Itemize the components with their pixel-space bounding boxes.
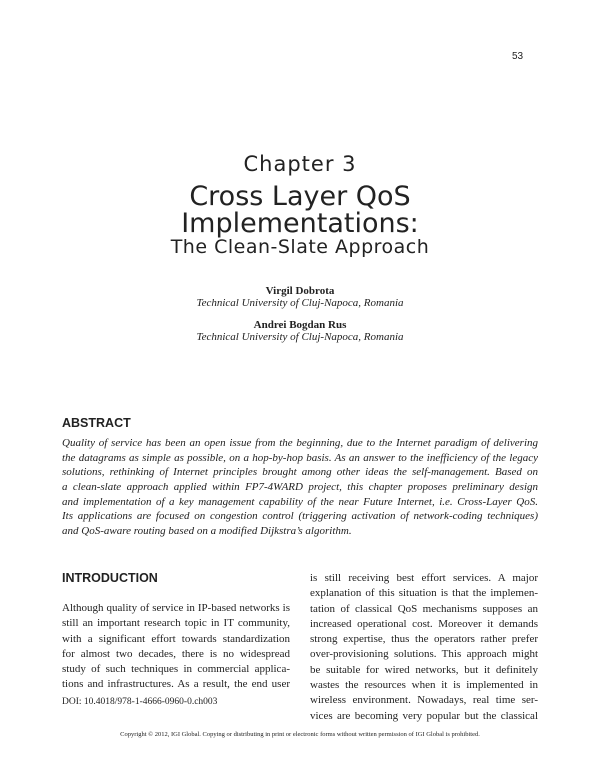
body-line: wastes the resources when it is implemented in (310, 679, 538, 692)
chapter-subtitle: The Clean-Slate Approach (170, 236, 430, 258)
abstract-line: and implementation of a key management capability of the near Future Internet, i.e. Cross-Layer QoS. (62, 495, 538, 508)
body-line: for almost two decades, there is no widespread (62, 647, 290, 660)
abstract-line: a clean-slate approach applied within FP7-4WARD project, this chapter proposes preliminary design (62, 481, 538, 494)
author-name: Andrei Bogdan Rus (253, 319, 347, 331)
body-line: Although quality of service in IP-based networks is (62, 602, 290, 614)
body-line: be suitable for wired networks, but it definitely (310, 663, 538, 676)
introduction-right-column (310, 571, 538, 724)
body-line: tation of classical QoS mechanisms supposes an (310, 602, 538, 615)
abstract-heading: ABSTRACT (62, 416, 131, 430)
chapter-title (0, 183, 600, 237)
chapter-label: Chapter 3 (243, 152, 357, 176)
title-line: Cross Layer QoS (189, 181, 411, 212)
body-line: increased operational cost. Moreover it demands (310, 617, 538, 630)
introduction-heading: INTRODUCTION (62, 571, 158, 585)
abstract-line: and QoS-aware routing based on a modified Dijkstra’s algorithm. (62, 525, 352, 538)
abstract-line: solutions, rethinking of Internet principles brought among other ideas the self-management. Based on (62, 466, 538, 479)
doi: DOI: 10.4018/978-1-4666-0960-0.ch003 (62, 697, 218, 707)
page-number: 53 (512, 51, 524, 62)
body-line: study of such techniques in commercial applica- (62, 663, 290, 676)
body-line: with a significant effort towards standardization (62, 632, 290, 645)
body-line: vices are becoming very popular but the classical (310, 709, 538, 722)
body-line: tions and infrastructures. As a result, the end user (62, 678, 290, 691)
author-2 (0, 319, 600, 343)
author-affiliation: Technical University of Cluj-Napoca, Romania (196, 331, 404, 343)
body-line: explanation of this situation is that the implemen- (310, 587, 538, 600)
body-line: wireless environment. Nowadays, real time ser- (310, 694, 538, 707)
body-line: strong expertise, thus the operators rather prefer (310, 633, 538, 646)
abstract-line: the datagrams as simple as possible, on a hop-by-hop basis. As an answer to the inefficiency of the legacy (62, 451, 538, 464)
title-line: Implementations: (181, 208, 419, 239)
body-line: is still receiving best effort services. A major (310, 572, 538, 584)
abstract-line: Its applications are focused on congestion control (triggering activation of network-coding techniques) (62, 510, 538, 523)
body-line: over-provisioning solutions. This approach might (310, 648, 538, 661)
body-line: still an important research topic in IT community, (62, 617, 290, 630)
abstract-line: Quality of service has been an open issue from the beginning, due to the Internet paradigm of delivering (62, 437, 538, 449)
author-affiliation: Technical University of Cluj-Napoca, Romania (196, 297, 404, 309)
author-name: Virgil Dobrota (265, 285, 335, 297)
copyright-notice: Copyright © 2012, IGI Global. Copying or distributing in print or electronic forms without written permission of IGI Global is prohibited. (120, 731, 480, 738)
introduction-left-column (62, 601, 290, 693)
author-1 (0, 285, 600, 309)
abstract-body (62, 436, 538, 539)
